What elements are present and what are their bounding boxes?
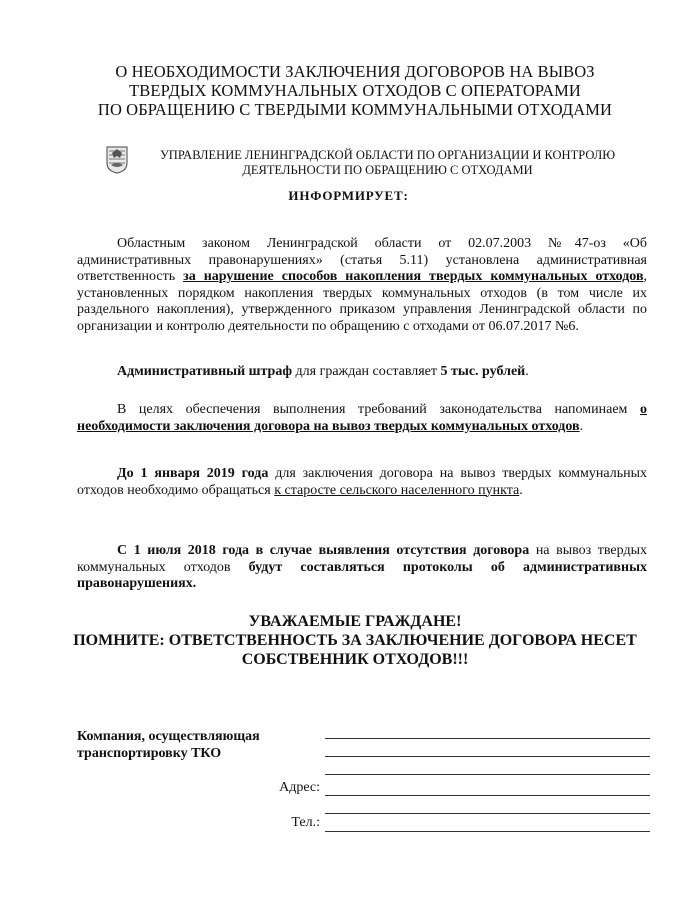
title-line-1: О НЕОБХОДИМОСТИ ЗАКЛЮЧЕНИЯ ДОГОВОРОВ НА ВЫВОЗ bbox=[115, 62, 595, 81]
document-title bbox=[60, 62, 650, 119]
appeal-line-1: УВАЖАЕМЫЕ ГРАЖДАНЕ! bbox=[248, 613, 462, 630]
address-label: Адрес: bbox=[279, 780, 320, 795]
coat-of-arms-icon bbox=[106, 146, 128, 174]
paragraph-law bbox=[77, 236, 647, 335]
paragraph-deadline bbox=[77, 466, 647, 499]
authority-line-2: ДЕЯТЕЛЬНОСТИ ПО ОБРАЩЕНИЮ С ОТХОДАМИ bbox=[242, 163, 533, 177]
fine-amount: 5 тыс. рублей bbox=[440, 364, 526, 379]
paragraph-fine bbox=[77, 364, 647, 381]
protocols-date: С 1 июля 2018 года в случае выявления отсутствия договора bbox=[117, 543, 530, 558]
phone-label: Тел.: bbox=[291, 815, 320, 830]
reminder-emphasis: о необходимости заключения договора на вывоз твердых коммунальных отходов bbox=[77, 402, 647, 434]
company-label-line-2: транспортировку ТКО bbox=[77, 746, 222, 761]
paragraph-law-text-c: , установленных порядком накопления твердых коммунальных отходов (в том числе их раздельного накопления), утвержденного приказом управления Ленинградской области по организации и контролю деятельности по обращению с отходами от 06.07.2017 №6. bbox=[77, 269, 647, 334]
paragraph-protocols bbox=[77, 543, 647, 593]
company-label-line-1: Компания, осуществляющая bbox=[77, 729, 260, 744]
protocols-consequence: будут составляться протоколы об административных правонарушениях. bbox=[77, 559, 647, 591]
deadline-end: . bbox=[519, 482, 523, 498]
deadline-text: для заключения договора на вывоз твердых коммунальных отходов необходимо обращаться bbox=[77, 466, 647, 498]
company-blank-line-1 bbox=[325, 738, 650, 739]
company-blank-line-2 bbox=[325, 756, 650, 757]
fine-text: для граждан составляет bbox=[292, 364, 441, 379]
title-line-3: ПО ОБРАЩЕНИЮ С ТВЕРДЫМИ КОММУНАЛЬНЫМИ ОТХОДАМИ bbox=[97, 100, 613, 119]
paragraph-reminder bbox=[77, 402, 647, 435]
deadline-contact: к старосте сельского населенного пункта bbox=[274, 482, 520, 498]
appeal-line-3: СОБСТВЕННИК ОТХОДОВ!!! bbox=[241, 651, 469, 668]
phone-blank-line bbox=[325, 831, 650, 832]
appeal-block bbox=[60, 612, 650, 669]
appeal-line-2: ПОМНИТЕ: ОТВЕТСТВЕННОСТЬ ЗА ЗАКЛЮЧЕНИЕ ДОГОВОРА НЕСЕТ bbox=[73, 632, 637, 649]
reminder-text: В целях обеспечения выполнения требований законодательства напоминаем bbox=[117, 402, 640, 417]
protocols-text: на вывоз твердых коммунальных отходов bbox=[77, 543, 647, 575]
title-line-2: ТВЕРДЫХ КОММУНАЛЬНЫХ ОТХОДОВ С ОПЕРАТОРАМИ bbox=[129, 81, 581, 100]
address-blank-line-2 bbox=[325, 813, 650, 814]
company-label bbox=[77, 728, 260, 762]
deadline-date: До 1 января 2019 года bbox=[117, 466, 269, 481]
address-blank-line-1 bbox=[325, 795, 650, 796]
company-blank-line-3 bbox=[325, 774, 650, 775]
informs-heading: ИНФОРМИРУЕТ: bbox=[288, 188, 409, 203]
paragraph-law-violation: за нарушение способов накопления твердых коммунальных отходов bbox=[183, 269, 644, 284]
fine-end: . bbox=[525, 364, 529, 379]
authority-line-1: УПРАВЛЕНИЕ ЛЕНИНГРАДСКОЙ ОБЛАСТИ ПО ОРГАНИЗАЦИИ И КОНТРОЛЮ bbox=[159, 148, 616, 162]
issuing-authority bbox=[150, 148, 625, 178]
paragraph-law-text-a: Областным законом Ленинградской области от 02.07.2003 №47-оз «Об административных правонарушениях» (статья 5.11) установлена административная ответственность bbox=[77, 236, 647, 284]
fine-label: Административный штраф bbox=[117, 364, 293, 379]
reminder-end: . bbox=[579, 418, 584, 434]
